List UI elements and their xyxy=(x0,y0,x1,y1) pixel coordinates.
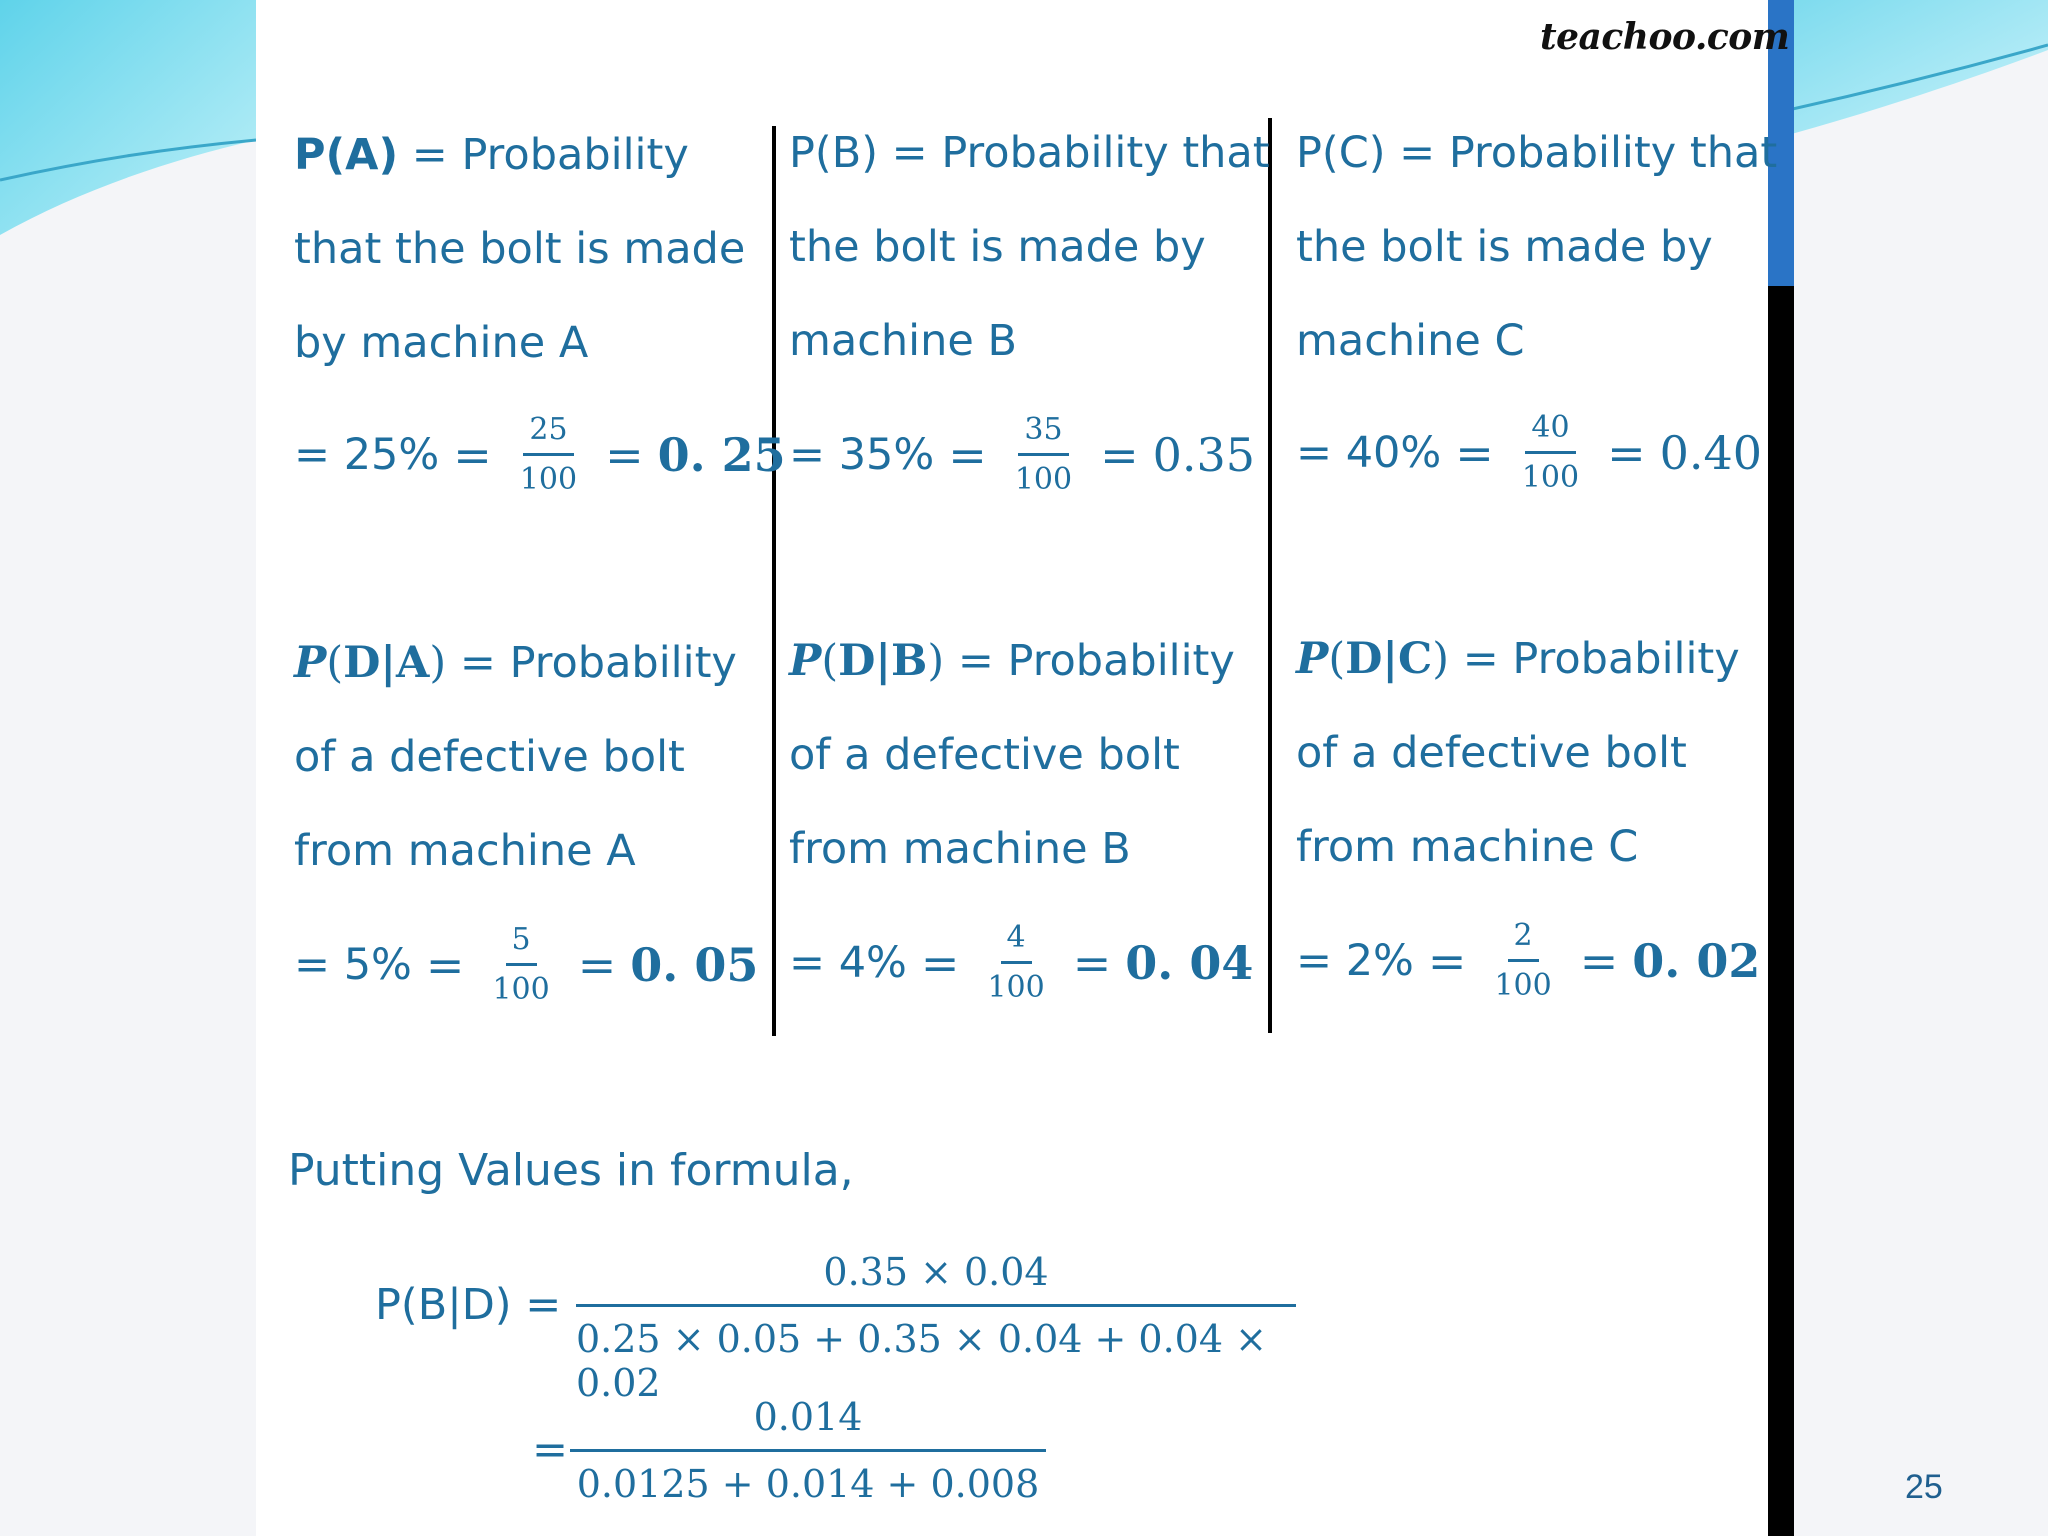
fraction-denominator: 100 xyxy=(1521,460,1580,495)
prob-fraction xyxy=(514,412,583,497)
fraction-numerator: 25 xyxy=(523,412,573,456)
prob-def-line1: = Probability xyxy=(398,130,689,180)
slide-number: 25 xyxy=(1905,1468,1943,1506)
defect-symbol-p: P xyxy=(294,638,327,688)
defect-equation-a xyxy=(294,922,758,1007)
prob-def-line3: by machine A xyxy=(294,318,589,368)
defect-symbol-inner: D|C xyxy=(1345,634,1433,684)
prob-def-line3: machine C xyxy=(1296,316,1525,366)
defect-eq-lead: = 2% xyxy=(1296,935,1414,986)
column-divider xyxy=(772,126,776,1036)
teachoo-logo: teachoo.com xyxy=(1540,16,1790,58)
equals-sign: = xyxy=(920,935,960,990)
decorative-swoosh-left xyxy=(0,0,260,240)
defect-definition-c: P(D|C) = Probability of a defective bolt from machine C xyxy=(1296,612,1740,894)
defect-def-line3: from machine B xyxy=(789,824,1131,874)
formula-fraction-2 xyxy=(570,1395,1046,1506)
defect-def-line1: = Probability xyxy=(446,638,737,688)
fraction-denominator: 100 xyxy=(492,972,550,1007)
equals-sign: = xyxy=(577,937,617,992)
equals-sign: = xyxy=(1427,933,1467,988)
fraction-numerator: 2 xyxy=(1508,918,1539,962)
equals-sign: = xyxy=(1579,933,1619,988)
prob-symbol-a: P(A) xyxy=(294,130,399,180)
defect-symbol-inner: D|B xyxy=(838,636,928,686)
fraction-numerator: 5 xyxy=(506,922,537,966)
prob-def-line1: = Probability that xyxy=(1385,128,1778,178)
prob-fraction xyxy=(1516,410,1585,495)
prob-symbol-c: P(C) xyxy=(1296,128,1386,178)
equals-sign: = xyxy=(948,427,987,482)
defect-value-b: 0. 04 xyxy=(1125,935,1254,990)
fraction-denominator: 100 xyxy=(1014,462,1073,497)
defect-equation-b xyxy=(789,920,1253,1005)
prob-def-line2: the bolt is made by xyxy=(1296,222,1713,272)
formula-fraction-1 xyxy=(576,1250,1296,1405)
defect-symbol-inner: D|A xyxy=(343,638,430,688)
defect-fraction xyxy=(1488,918,1557,1003)
prob-value-a: 0. 25 xyxy=(657,427,786,482)
defect-def-line2: of a defective bolt xyxy=(294,732,685,782)
prob-eq-lead: = 35% xyxy=(789,429,935,480)
prob-eq-lead: = 25% xyxy=(294,429,440,480)
defect-fraction xyxy=(981,920,1050,1005)
equals-sign: = xyxy=(453,427,492,482)
fraction-numerator: 0.35 × 0.04 xyxy=(823,1250,1049,1294)
fraction-denominator: 0.25 × 0.05 + 0.35 × 0.04 + 0.04 × 0.02 xyxy=(576,1317,1267,1405)
prob-eq-lead: = 40% xyxy=(1296,427,1442,478)
formula-intro-text: Putting Values in formula, xyxy=(288,1145,854,1196)
prob-value-c: 0.40 xyxy=(1659,425,1763,480)
prob-def-line3: machine B xyxy=(789,316,1017,366)
formula-lhs: P(B|D) = xyxy=(375,1280,562,1330)
defect-fraction xyxy=(486,922,555,1007)
formula-equals: = xyxy=(532,1425,569,1475)
equals-sign: = xyxy=(425,937,465,992)
decorative-swoosh-right xyxy=(1788,0,2048,150)
equals-sign: = xyxy=(1455,425,1494,480)
equals-sign: = xyxy=(1072,935,1112,990)
fraction-numerator: 4 xyxy=(1001,920,1032,964)
equals-sign: = xyxy=(1607,425,1646,480)
prob-definition-a xyxy=(294,108,745,390)
fraction-denominator: 100 xyxy=(519,462,578,497)
prob-equation-c xyxy=(1296,410,1762,495)
fraction-denominator: 100 xyxy=(1494,968,1552,1003)
defect-definition-a: P(D|A) = Probability of a defective bolt from machine A xyxy=(294,616,737,898)
prob-def-line1: = Probability that xyxy=(877,128,1270,178)
defect-definition-b: P(D|B) = Probability of a defective bolt from machine B xyxy=(789,614,1235,896)
fraction-numerator: 0.014 xyxy=(753,1395,863,1439)
fraction-denominator: 100 xyxy=(987,970,1045,1005)
prob-definition-c xyxy=(1296,106,1777,388)
fraction-denominator: 0.0125 + 0.014 + 0.008 xyxy=(576,1462,1040,1506)
defect-symbol-p: P xyxy=(1296,634,1329,684)
defect-def-line1: = Probability xyxy=(1449,634,1740,684)
prob-fraction xyxy=(1009,412,1078,497)
defect-def-line2: of a defective bolt xyxy=(1296,728,1687,778)
prob-value-b: 0.35 xyxy=(1152,427,1256,482)
defect-eq-lead: = 5% xyxy=(294,939,412,990)
defect-def-line1: = Probability xyxy=(944,636,1235,686)
fraction-numerator: 40 xyxy=(1525,410,1575,454)
prob-equation-b xyxy=(789,412,1255,497)
defect-symbol-p: P xyxy=(789,636,822,686)
fraction-numerator: 35 xyxy=(1018,412,1068,456)
defect-def-line2: of a defective bolt xyxy=(789,730,1180,780)
defect-value-a: 0. 05 xyxy=(630,937,759,992)
equals-sign: = xyxy=(1100,427,1139,482)
defect-equation-c xyxy=(1296,918,1760,1003)
defect-value-c: 0. 02 xyxy=(1632,933,1761,988)
prob-definition-b xyxy=(789,106,1270,388)
prob-def-line2: that the bolt is made xyxy=(294,224,746,274)
defect-def-line3: from machine C xyxy=(1296,822,1639,872)
defect-def-line3: from machine A xyxy=(294,826,636,876)
equals-sign: = xyxy=(605,427,644,482)
prob-equation-a xyxy=(294,412,786,497)
prob-def-line2: the bolt is made by xyxy=(789,222,1206,272)
defect-eq-lead: = 4% xyxy=(789,937,907,988)
prob-symbol-b: P(B) xyxy=(789,128,878,178)
